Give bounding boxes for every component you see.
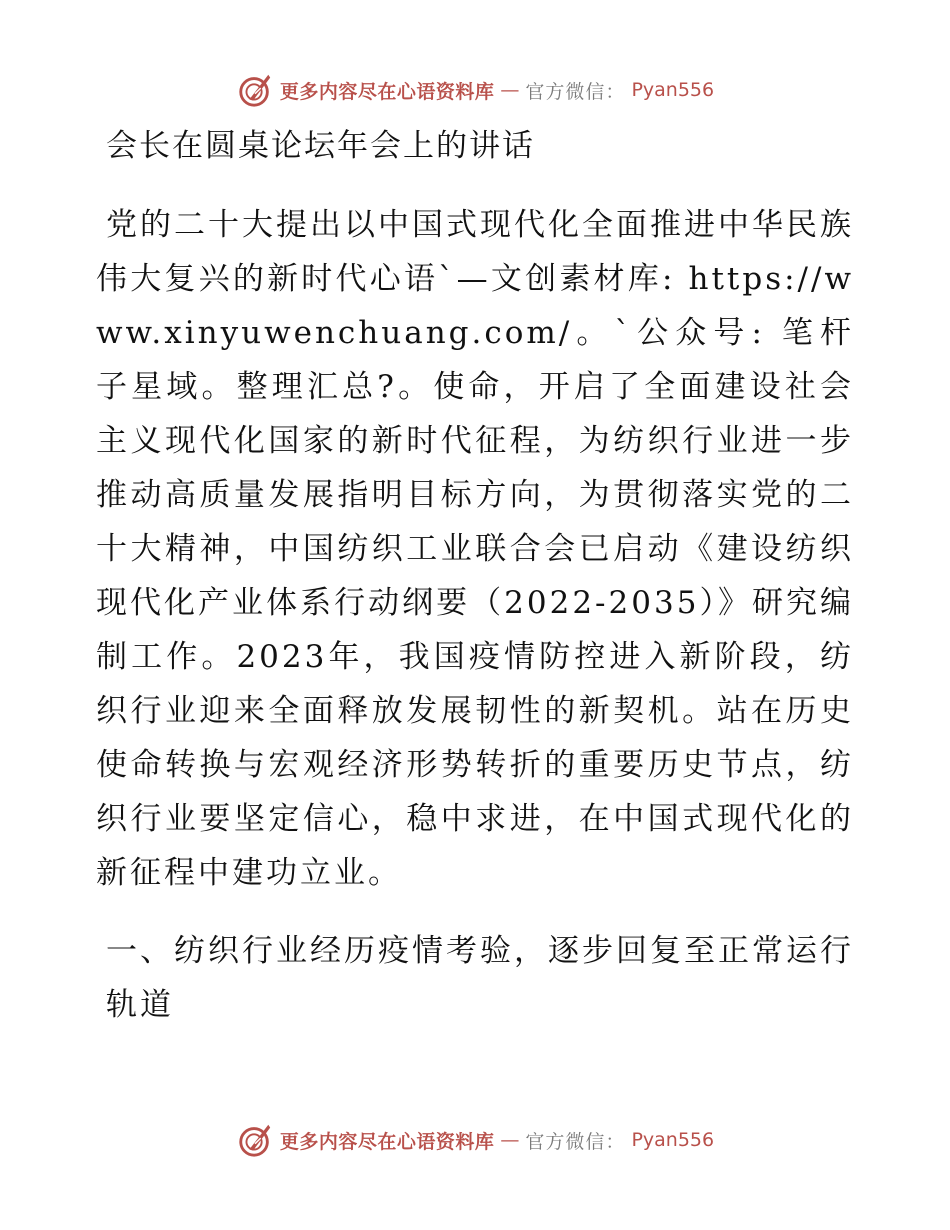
- watermark-header: [0, 68, 950, 112]
- document-body: [96, 118, 854, 1032]
- watermark-separator: —: [500, 1129, 520, 1151]
- watermark-label: 官方微信：: [525, 80, 626, 103]
- watermark-account: Pyan556: [631, 79, 715, 101]
- watermark-footer: [0, 1118, 950, 1162]
- quill-seal-icon: [236, 1121, 274, 1159]
- watermark-brand-text: 更多内容尽在心语资料库: [279, 80, 495, 103]
- body-paragraph: [96, 198, 854, 900]
- watermark-account: Pyan556: [631, 1129, 715, 1151]
- watermark-separator: —: [500, 79, 520, 101]
- document-title: 会长在圆桌论坛年会上的讲话: [106, 128, 535, 164]
- quill-seal-icon: [236, 71, 274, 109]
- watermark-label: 官方微信：: [525, 1130, 626, 1153]
- section-heading: 一、纺织行业经历疫情考验，逐步回复至正常运行轨道: [106, 933, 854, 1023]
- paragraph-text: 党的二十大提出以中国式现代化全面推进中华民族伟大复兴的新时代心语`—文创素材库: https://www.xinyuwenchuang.com/。`公众号: 笔杆子星域。整理汇总?。使命，开启了全面建设社会主义现代化国家的新时代征程，为纺织行业进一步推动高质量发展指明目标方向，为贯彻落实党的二十大精神，中国纺织工业联合会已启动《建设纺织现代化产业体系行动纲要（2022-2035）》研究编制工作。2023年，我国疫情防控进入新阶段，纺织行业迎来全面释放发展韧性的新契机。站在历史使命转换与宏观经济形势转折的重要历史节点，纺织行业要坚定信心，稳中求进，在中国式现代化的新征程中建功立业。: [96, 207, 854, 891]
- watermark-brand-text: 更多内容尽在心语资料库: [279, 1130, 495, 1153]
